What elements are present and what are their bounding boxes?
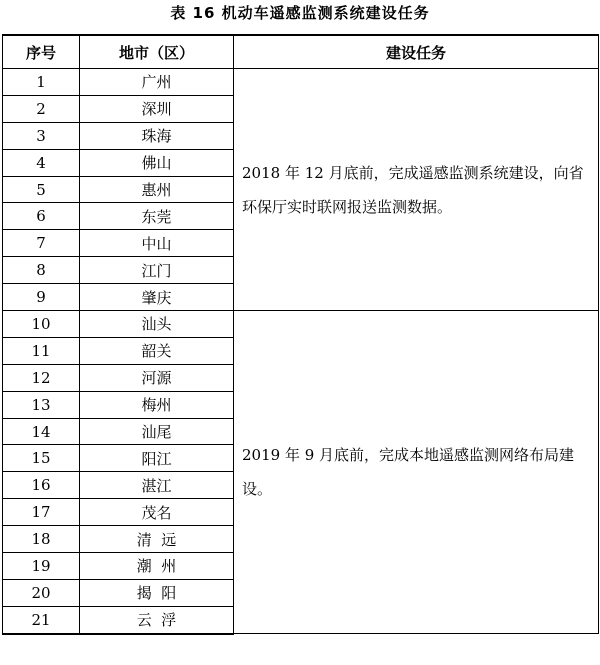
cell-city: 清 远	[80, 526, 234, 553]
cell-seq: 7	[3, 230, 80, 257]
cell-city: 东莞	[80, 203, 234, 230]
cell-seq: 10	[3, 311, 80, 338]
cell-seq: 17	[3, 499, 80, 526]
table-row	[3, 69, 599, 96]
cell-city: 深圳	[80, 95, 234, 122]
cell-city: 韶关	[80, 337, 234, 364]
table-header-row	[3, 35, 599, 69]
cell-city: 惠州	[80, 176, 234, 203]
header-city: 地市（区）	[80, 35, 234, 69]
cell-seq: 6	[3, 203, 80, 230]
cell-seq: 14	[3, 418, 80, 445]
cell-city: 梅州	[80, 391, 234, 418]
remote-sensing-task-table	[2, 34, 599, 635]
cell-city: 河源	[80, 364, 234, 391]
cell-seq: 21	[3, 606, 80, 633]
cell-city: 汕尾	[80, 418, 234, 445]
cell-seq: 4	[3, 149, 80, 176]
cell-city: 江门	[80, 257, 234, 284]
cell-seq: 18	[3, 526, 80, 553]
header-seq: 序号	[3, 35, 80, 69]
cell-seq: 3	[3, 122, 80, 149]
cell-seq: 8	[3, 257, 80, 284]
cell-seq: 15	[3, 445, 80, 472]
cell-seq: 13	[3, 391, 80, 418]
cell-city: 中山	[80, 230, 234, 257]
cell-seq: 12	[3, 364, 80, 391]
table-title: 表 16 机动车遥感监测系统建设任务	[170, 4, 430, 22]
cell-city: 湛江	[80, 472, 234, 499]
cell-seq: 1	[3, 69, 80, 96]
table-row	[3, 311, 599, 338]
cell-seq: 19	[3, 553, 80, 580]
cell-city: 珠海	[80, 122, 234, 149]
cell-city: 云 浮	[80, 606, 234, 633]
table-body	[3, 69, 599, 634]
cell-seq: 2	[3, 95, 80, 122]
cell-city: 广州	[80, 69, 234, 96]
cell-city: 汕头	[80, 311, 234, 338]
cell-city: 揭 阳	[80, 579, 234, 606]
cell-city: 茂名	[80, 499, 234, 526]
cell-city: 潮 州	[80, 553, 234, 580]
cell-seq: 5	[3, 176, 80, 203]
cell-seq: 20	[3, 579, 80, 606]
cell-city: 肇庆	[80, 284, 234, 311]
cell-task: 2019 年 9 月底前，完成本地遥感监测网络布局建设。	[234, 311, 599, 634]
cell-seq: 9	[3, 284, 80, 311]
cell-seq: 11	[3, 337, 80, 364]
header-task: 建设任务	[234, 35, 599, 69]
cell-task: 2018 年 12 月底前，完成遥感监测系统建设，向省环保厅实时联网报送监测数据。	[234, 69, 599, 311]
cell-city: 阳江	[80, 445, 234, 472]
cell-seq: 16	[3, 472, 80, 499]
cell-city: 佛山	[80, 149, 234, 176]
